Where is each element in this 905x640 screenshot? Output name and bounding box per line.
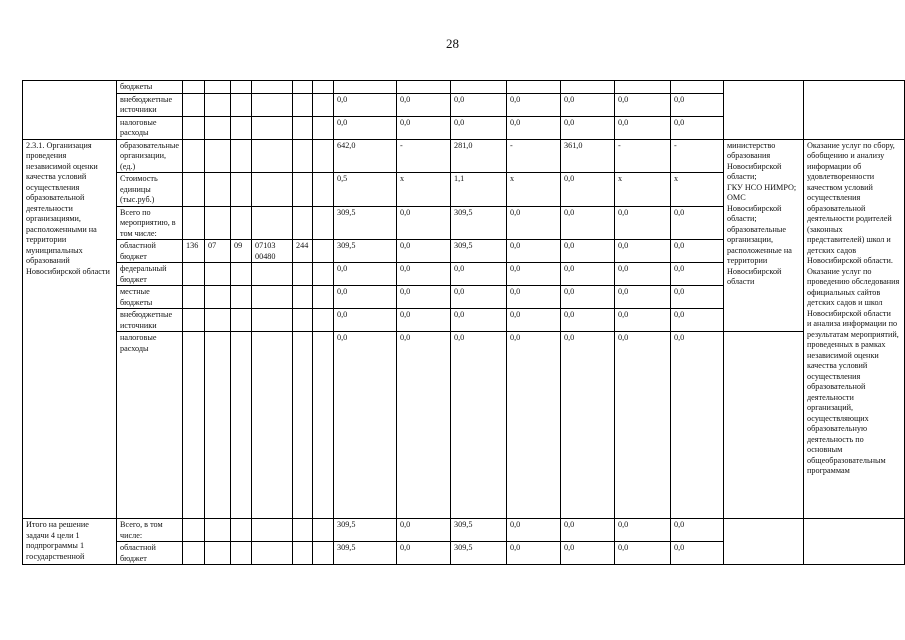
code-cell bbox=[205, 206, 231, 240]
code-cell bbox=[231, 309, 252, 332]
value-cell: 0,0 bbox=[334, 93, 397, 116]
value-cell: х bbox=[615, 173, 671, 207]
code-cell bbox=[205, 139, 231, 173]
value-cell: 0,0 bbox=[397, 332, 451, 519]
code-cell bbox=[252, 81, 293, 94]
source-label: Всего, в том числе: bbox=[117, 519, 183, 542]
source-label: федеральный бюджет bbox=[117, 263, 183, 286]
value-cell: - bbox=[397, 139, 451, 173]
value-cell: 361,0 bbox=[561, 139, 615, 173]
code-cell bbox=[313, 332, 334, 519]
value-cell bbox=[615, 81, 671, 94]
value-cell: 0,0 bbox=[671, 93, 724, 116]
value-cell: 0,0 bbox=[507, 286, 561, 309]
continued-result-cell bbox=[804, 81, 905, 140]
result-cell bbox=[804, 139, 905, 519]
code-cell bbox=[313, 93, 334, 116]
value-cell: 0,0 bbox=[671, 206, 724, 240]
value-cell: х bbox=[397, 173, 451, 207]
value-cell: 0,0 bbox=[334, 332, 397, 519]
code-cell bbox=[313, 206, 334, 240]
table-row bbox=[23, 81, 905, 94]
value-cell: х bbox=[507, 173, 561, 207]
table-row bbox=[23, 332, 905, 519]
value-cell: 309,5 bbox=[334, 519, 397, 542]
code-cell bbox=[183, 286, 205, 309]
value-cell: - bbox=[615, 139, 671, 173]
code-cell bbox=[252, 519, 293, 542]
code-cell bbox=[293, 139, 313, 173]
code-cell bbox=[293, 332, 313, 519]
code-cell bbox=[231, 206, 252, 240]
value-cell: 281,0 bbox=[451, 139, 507, 173]
source-label: налоговые расходы bbox=[117, 116, 183, 139]
code-cell bbox=[252, 286, 293, 309]
value-cell: 0,0 bbox=[561, 542, 615, 565]
code-cell bbox=[293, 206, 313, 240]
value-cell: 0,0 bbox=[671, 116, 724, 139]
value-cell: 0,0 bbox=[334, 263, 397, 286]
code-cell bbox=[205, 93, 231, 116]
value-cell: 0,5 bbox=[334, 173, 397, 207]
value-cell: 0,0 bbox=[451, 263, 507, 286]
code-cell bbox=[183, 332, 205, 519]
value-cell: 309,5 bbox=[451, 519, 507, 542]
source-label: бюджеты bbox=[117, 81, 183, 94]
code-cell bbox=[252, 263, 293, 286]
code-cell: 07103 00480 bbox=[252, 240, 293, 263]
code-cell bbox=[293, 93, 313, 116]
value-cell: 0,0 bbox=[671, 263, 724, 286]
code-cell bbox=[313, 139, 334, 173]
code-cell bbox=[231, 263, 252, 286]
value-cell: 0,0 bbox=[507, 240, 561, 263]
budget-table bbox=[22, 80, 905, 565]
code-cell bbox=[252, 93, 293, 116]
value-cell: 0,0 bbox=[561, 173, 615, 207]
code-cell bbox=[205, 263, 231, 286]
code-cell: 244 bbox=[293, 240, 313, 263]
total-title: Итого на решение задачи 4 цели 1 подпрограммы 1 государственной bbox=[23, 519, 117, 565]
code-cell bbox=[313, 286, 334, 309]
page-number: 28 bbox=[446, 36, 459, 51]
code-cell bbox=[205, 81, 231, 94]
value-cell: 309,5 bbox=[334, 240, 397, 263]
value-cell: 0,0 bbox=[397, 116, 451, 139]
value-cell: 0,0 bbox=[615, 263, 671, 286]
code-cell: 09 bbox=[231, 240, 252, 263]
code-cell bbox=[183, 116, 205, 139]
result-text: Оказание услуг по сбору, обобщению и анализу информации об удовлетворенности качеством условий осуществления образовательной деятельности родителей (законных представителей) школ и детских садов Новосибирской области. Оказание услуг по проведению обследования официальных сайтов детских садов и школ Новосибирской области и анализа информации по результатам мероприятий, проведенных в рамках независимой оценки качества условий осуществления образовательной деятельности организаций, осуществляющих образовательную деятельность по основным общеобразовательным программам bbox=[807, 140, 900, 475]
value-cell: 0,0 bbox=[615, 542, 671, 565]
value-cell bbox=[507, 81, 561, 94]
executor-cell bbox=[724, 139, 804, 332]
value-cell: 0,0 bbox=[397, 93, 451, 116]
value-cell: 309,5 bbox=[451, 240, 507, 263]
value-cell bbox=[671, 81, 724, 94]
code-cell bbox=[205, 309, 231, 332]
value-cell: 0,0 bbox=[561, 263, 615, 286]
value-cell: 0,0 bbox=[561, 309, 615, 332]
code-cell bbox=[293, 519, 313, 542]
value-cell: 0,0 bbox=[507, 519, 561, 542]
code-cell bbox=[252, 139, 293, 173]
total-result-cell bbox=[804, 519, 905, 565]
code-cell bbox=[293, 173, 313, 207]
code-cell bbox=[205, 519, 231, 542]
value-cell: 0,0 bbox=[507, 93, 561, 116]
code-cell bbox=[205, 542, 231, 565]
value-cell: 0,0 bbox=[671, 519, 724, 542]
value-cell: 0,0 bbox=[561, 286, 615, 309]
value-cell: 0,0 bbox=[397, 309, 451, 332]
value-cell: 0,0 bbox=[615, 93, 671, 116]
code-cell bbox=[252, 116, 293, 139]
code-cell bbox=[231, 116, 252, 139]
code-cell: 07 bbox=[205, 240, 231, 263]
table-row bbox=[23, 519, 905, 542]
value-cell: 0,0 bbox=[397, 206, 451, 240]
code-cell bbox=[183, 542, 205, 565]
value-cell: 0,0 bbox=[615, 240, 671, 263]
value-cell: х bbox=[671, 173, 724, 207]
value-cell: 0,0 bbox=[671, 240, 724, 263]
source-label: местные бюджеты bbox=[117, 286, 183, 309]
code-cell bbox=[231, 542, 252, 565]
value-cell: 0,0 bbox=[561, 332, 615, 519]
value-cell: 0,0 bbox=[507, 116, 561, 139]
value-cell: 0,0 bbox=[561, 240, 615, 263]
code-cell bbox=[293, 309, 313, 332]
source-label: налоговые расходы bbox=[117, 332, 183, 519]
code-cell bbox=[231, 139, 252, 173]
code-cell bbox=[313, 542, 334, 565]
source-label: Стоимость единицы (тыс.руб.) bbox=[117, 173, 183, 207]
value-cell: 0,0 bbox=[671, 309, 724, 332]
code-cell bbox=[313, 519, 334, 542]
value-cell: 0,0 bbox=[397, 519, 451, 542]
code-cell bbox=[252, 206, 293, 240]
code-cell bbox=[231, 173, 252, 207]
code-cell bbox=[205, 286, 231, 309]
code-cell bbox=[231, 81, 252, 94]
value-cell: 0,0 bbox=[561, 519, 615, 542]
source-label: внебюджетные источники bbox=[117, 93, 183, 116]
code-cell bbox=[252, 173, 293, 207]
code-cell bbox=[205, 173, 231, 207]
value-cell: 0,0 bbox=[397, 286, 451, 309]
value-cell: 0,0 bbox=[334, 286, 397, 309]
code-cell bbox=[252, 332, 293, 519]
value-cell: 0,0 bbox=[671, 332, 724, 519]
value-cell: 0,0 bbox=[507, 263, 561, 286]
value-cell: 0,0 bbox=[451, 286, 507, 309]
value-cell: 0,0 bbox=[451, 93, 507, 116]
executor-tail bbox=[724, 332, 804, 519]
code-cell bbox=[293, 81, 313, 94]
code-cell bbox=[183, 206, 205, 240]
executor-text: министерство образования Новосибирской области; ГКУ НСО НИМРО; ОМС Новосибирской области; образовательные организации, расположенные на территории Новосибирской области bbox=[727, 140, 797, 286]
value-cell: 642,0 bbox=[334, 139, 397, 173]
value-cell bbox=[397, 81, 451, 94]
source-label: Всего по мероприятию, в том числе: bbox=[117, 206, 183, 240]
value-cell bbox=[451, 81, 507, 94]
total-executor-cell bbox=[724, 519, 804, 565]
code-cell bbox=[231, 286, 252, 309]
continued-executor-cell bbox=[724, 81, 804, 140]
value-cell: 0,0 bbox=[507, 309, 561, 332]
code-cell bbox=[183, 309, 205, 332]
value-cell: 0,0 bbox=[451, 116, 507, 139]
value-cell bbox=[561, 81, 615, 94]
value-cell: 0,0 bbox=[397, 263, 451, 286]
code-cell bbox=[313, 240, 334, 263]
value-cell: 309,5 bbox=[451, 542, 507, 565]
value-cell: 0,0 bbox=[615, 309, 671, 332]
code-cell bbox=[183, 93, 205, 116]
value-cell: 309,5 bbox=[334, 206, 397, 240]
value-cell: 0,0 bbox=[615, 286, 671, 309]
activity-title: 2.3.1. Организация проведения независимой оценки качества условий осуществления образовательной деятельности организациями, расположенными на территории муниципальных образований Новосибирской области bbox=[23, 139, 117, 519]
value-cell: 0,0 bbox=[615, 519, 671, 542]
value-cell: 0,0 bbox=[561, 116, 615, 139]
code-cell bbox=[231, 93, 252, 116]
value-cell: 0,0 bbox=[451, 332, 507, 519]
value-cell: 0,0 bbox=[334, 116, 397, 139]
code-cell bbox=[183, 173, 205, 207]
code-cell bbox=[183, 81, 205, 94]
table-row bbox=[23, 139, 905, 173]
value-cell: 0,0 bbox=[397, 542, 451, 565]
code-cell bbox=[313, 309, 334, 332]
value-cell: - bbox=[671, 139, 724, 173]
value-cell: 0,0 bbox=[615, 206, 671, 240]
code-cell bbox=[293, 263, 313, 286]
value-cell: 0,0 bbox=[507, 206, 561, 240]
value-cell: 0,0 bbox=[671, 542, 724, 565]
value-cell: 0,0 bbox=[334, 309, 397, 332]
code-cell bbox=[313, 116, 334, 139]
code-cell bbox=[252, 309, 293, 332]
value-cell: 0,0 bbox=[507, 542, 561, 565]
continued-title-cell bbox=[23, 81, 117, 140]
source-label: областной бюджет bbox=[117, 542, 183, 565]
value-cell: - bbox=[507, 139, 561, 173]
value-cell: 0,0 bbox=[397, 240, 451, 263]
value-cell: 0,0 bbox=[451, 309, 507, 332]
value-cell: 309,5 bbox=[451, 206, 507, 240]
code-cell bbox=[313, 263, 334, 286]
code-cell bbox=[313, 81, 334, 94]
value-cell: 0,0 bbox=[561, 206, 615, 240]
code-cell bbox=[313, 173, 334, 207]
value-cell: 0,0 bbox=[561, 93, 615, 116]
value-cell: 309,5 bbox=[334, 542, 397, 565]
code-cell: 136 bbox=[183, 240, 205, 263]
code-cell bbox=[183, 139, 205, 173]
code-cell bbox=[205, 332, 231, 519]
code-cell bbox=[231, 332, 252, 519]
value-cell bbox=[334, 81, 397, 94]
code-cell bbox=[293, 286, 313, 309]
code-cell bbox=[252, 542, 293, 565]
source-label: образовательные организации, (ед.) bbox=[117, 139, 183, 173]
code-cell bbox=[205, 116, 231, 139]
value-cell: 0,0 bbox=[671, 286, 724, 309]
code-cell bbox=[183, 263, 205, 286]
value-cell: 0,0 bbox=[507, 332, 561, 519]
code-cell bbox=[231, 519, 252, 542]
value-cell: 1,1 bbox=[451, 173, 507, 207]
source-label: областной бюджет bbox=[117, 240, 183, 263]
code-cell bbox=[183, 519, 205, 542]
code-cell bbox=[293, 542, 313, 565]
code-cell bbox=[293, 116, 313, 139]
source-label: внебюджетные источники bbox=[117, 309, 183, 332]
value-cell: 0,0 bbox=[615, 332, 671, 519]
value-cell: 0,0 bbox=[615, 116, 671, 139]
